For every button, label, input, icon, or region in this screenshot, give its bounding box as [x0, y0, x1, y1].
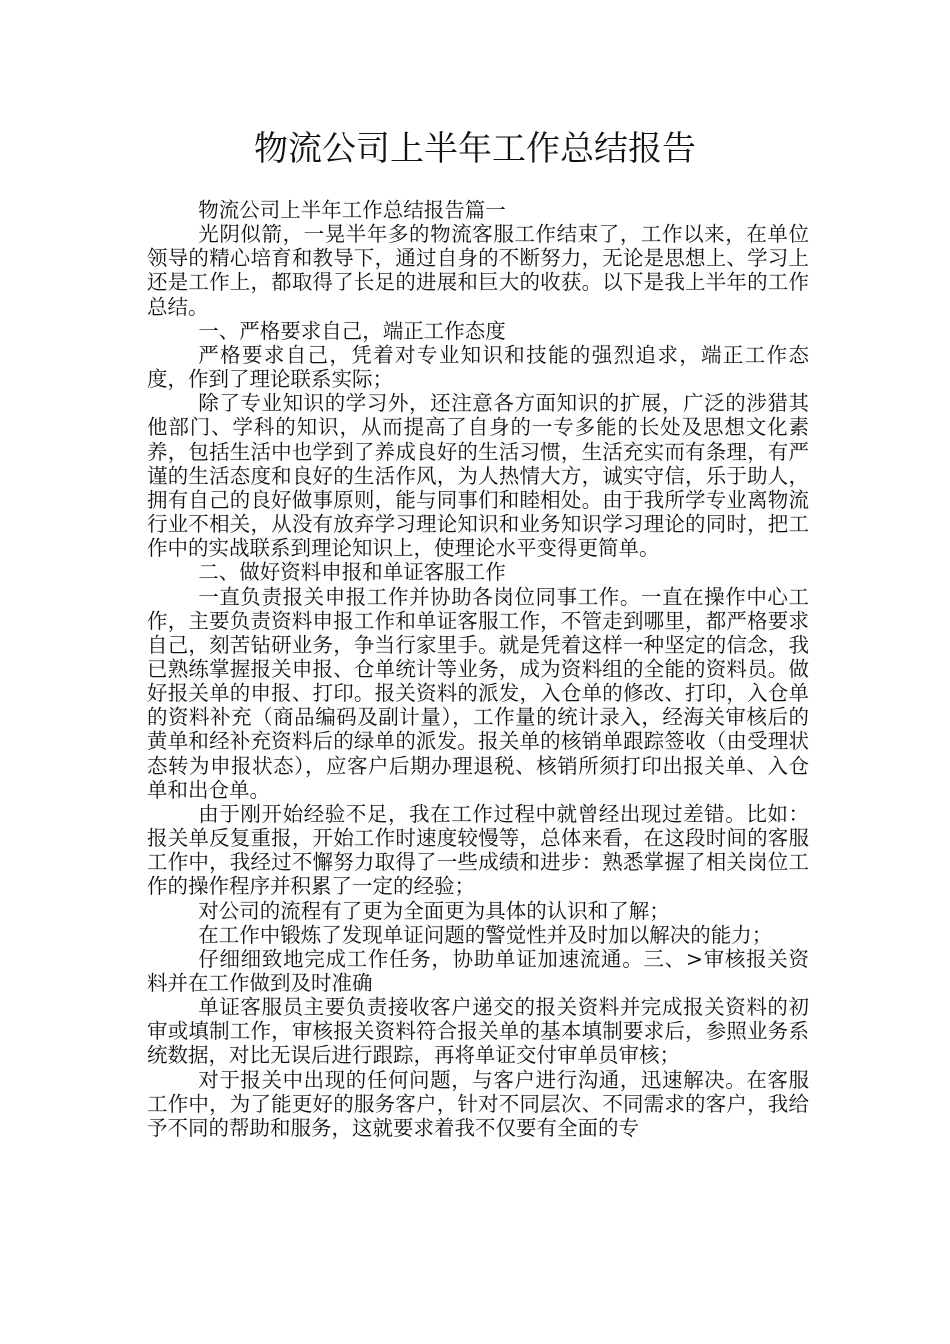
- paragraph: 对于报关中出现的任何问题，与客户进行沟通，迅速解决。在客服工作中，为了能更好的服务客户，针对不同层次、不同需求的客户，我给予不同的帮助和服务，这就要求着我不仅要有全面的专: [147, 1067, 809, 1140]
- paragraph: 由于刚开始经验不足，我在工作过程中就曾经出现过差错。比如：报关单反复重报，开始工作时速度较慢等，总体来看，在这段时间的客服工作中，我经过不懈努力取得了一些成绩和进步：熟悉掌握了相关岗位工作的操作程序并积累了一定的经验；: [147, 801, 809, 899]
- section-heading: 二、做好资料申报和单证客服工作: [198, 560, 506, 585]
- paragraph: 光阴似箭，一晃半年多的物流客服工作结束了，工作以来，在单位领导的精心培育和教导下，通过自身的不断努力，无论是思想上、学习上还是工作上，都取得了长足的进展和巨大的收获。以下是我上半年的工作总结。: [147, 222, 809, 319]
- paragraph: 除了专业知识的学习外，还注意各方面知识的扩展，广泛的涉猎其他部门、学科的知识，从而提高了自身的一专多能的长处及思想文化素养，包括生活中也学到了养成良好的生活习惯，生活充实而有条理，有严谨的生活态度和良好的生活作风，为人热情大方，诚实守信，乐于助人，拥有自己的良好做事原则，能与同事们和睦相处。由于我所学专业离物流行业不相关，从没有放弃学习理论知识和业务知识学习理论的同时，把工作中的实战联系到理论知识上，使理论水平变得更简单。: [147, 391, 809, 561]
- paragraph: 单证客服员主要负责接收客户递交的报关资料并完成报关资料的初审或填制工作，审核报关资料符合报关单的基本填制要求后，参照业务系统数据，对比无误后进行跟踪，再将单证交付审单员审核；: [147, 995, 809, 1068]
- document-title: 物流公司上半年工作总结报告: [254, 129, 696, 169]
- paragraph: 对公司的流程有了更为全面更为具体的认识和了解；: [198, 898, 670, 923]
- section-heading: 一、严格要求自己，端正工作态度: [198, 318, 506, 343]
- section-heading: 物流公司上半年工作总结报告篇一: [198, 198, 506, 222]
- paragraph: 严格要求自己，凭着对专业知识和技能的强烈追求，端正工作态度，作到了理论联系实际；: [147, 342, 809, 392]
- paragraph: 在工作中锻炼了发现单证问题的警觉性并及时加以解决的能力；: [198, 922, 773, 947]
- document-body: [147, 198, 809, 1140]
- paragraph: 一直负责报关申报工作并协助各岗位同事工作。一直在操作中心工作，主要负责资料申报工作和单证客服工作，不管走到哪里，都严格要求自己，刻苦钻研业务，争当行家里手。就是凭着这样一种坚定的信念，我已熟练掌握报关申报、仓单统计等业务，成为资料组的全能的资料员。做好报关单的申报、打印。报关资料的派发，入仓单的修改、打印，入仓单的资料补充（商品编码及副计量），工作量的统计录入，经海关审核后的黄单和经补充资料后的绿单的派发。报关单的核销单跟踪签收（由受理状态转为申报状态），应客户后期办理退税、核销所须打印出报关单、入仓单和出仓单。: [147, 584, 809, 802]
- paragraph: 仔细细致地完成工作任务，协助单证加速流通。三、>审核报关资料并在工作做到及时准确: [147, 946, 809, 995]
